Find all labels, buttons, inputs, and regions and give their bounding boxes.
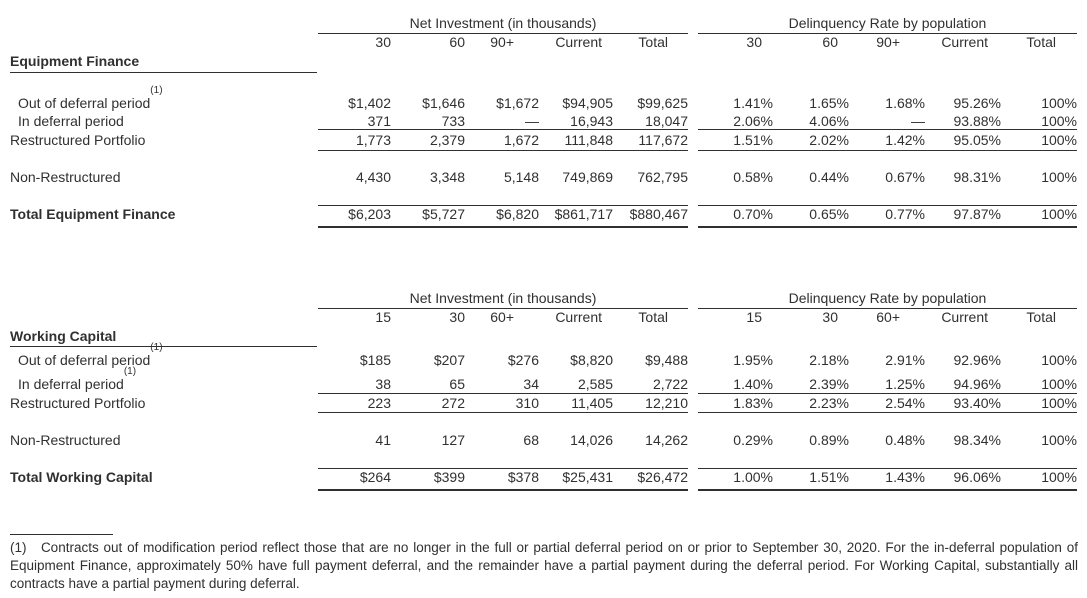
net-cell: $399 [433, 469, 465, 485]
row-label [10, 169, 310, 186]
restructured-rule-net [318, 150, 688, 151]
net-col-header-1: 30 [449, 309, 465, 325]
footnote-reference: (1) [150, 342, 163, 353]
rate-cell: 4.06% [809, 113, 849, 129]
restructured-rule-rate [698, 412, 1077, 413]
section-title-rule [10, 346, 317, 347]
rate-cell: 1.51% [809, 469, 849, 485]
rate-col-header-2: 90+ [876, 34, 900, 50]
section-title: Working Capital [10, 328, 117, 344]
rate-cell: 1.95% [733, 352, 773, 368]
net-cell: $1,402 [348, 95, 391, 111]
rate-cell: 100% [1041, 395, 1077, 411]
rate-cell: 1.00% [733, 469, 773, 485]
net-col-header-3: Current [555, 34, 602, 50]
rate-col-header-1: 60 [822, 34, 838, 50]
net-cell: 762,795 [637, 169, 688, 185]
net-cell: $861,717 [554, 206, 613, 222]
rate-cell: 1.83% [733, 395, 773, 411]
net-cell: 111,848 [564, 132, 613, 148]
footnote-marker: (1) [10, 540, 27, 555]
net-cell: $264 [359, 469, 391, 485]
rate-col-header-2: 60+ [876, 309, 900, 325]
net-col-header-4: Total [638, 34, 668, 50]
rate-cell: 97.87% [953, 206, 1001, 222]
row-label [10, 395, 310, 412]
rate-cell: 1.25% [885, 376, 925, 392]
rate-cell: 93.40% [953, 395, 1001, 411]
net-cell: 2,379 [429, 132, 465, 148]
row-label-text: In deferral period [18, 376, 124, 392]
net-cell: 310 [515, 395, 539, 411]
rate-cell: 2.39% [809, 376, 849, 392]
rate-col-header-0: 15 [746, 309, 762, 325]
net-cell: $9,488 [645, 352, 688, 368]
rate-cell: 100% [1041, 95, 1077, 111]
net-cell: $5,727 [422, 206, 465, 222]
rate-cell: 0.77% [885, 206, 925, 222]
net-col-header-2: 60+ [490, 309, 514, 325]
net-cell: $6,203 [348, 206, 391, 222]
row-label-text: Restructured Portfolio [10, 132, 146, 148]
rate-cell: 2.06% [733, 113, 773, 129]
subtotal-rule-net [318, 393, 688, 394]
rate-cell: 100% [1041, 206, 1077, 222]
rate-col-header-0: 30 [746, 34, 762, 50]
total-bottom-rule-net [318, 489, 688, 491]
restructured-rule-net [318, 412, 688, 413]
net-cell: 1,773 [355, 132, 391, 148]
rate-cell: 0.44% [809, 169, 849, 185]
rate-col-header-4: Total [1026, 34, 1056, 50]
net-cell: 272 [441, 395, 465, 411]
net-cell: $207 [433, 352, 465, 368]
net-cell: $99,625 [637, 95, 688, 111]
restructured-rule-rate [698, 150, 1077, 151]
footnote-reference: (1) [150, 85, 163, 96]
rate-cell: 0.58% [733, 169, 773, 185]
net-cell: 18,047 [645, 113, 688, 129]
rate-cell: 2.91% [885, 352, 925, 368]
net-cell: 14,026 [570, 432, 613, 448]
footnote-rule [10, 534, 113, 535]
rate-cell: 0.65% [809, 206, 849, 222]
net-cell: 371 [367, 113, 391, 129]
net-col-header-3: Current [555, 309, 602, 325]
rate-col-header-3: Current [941, 34, 988, 50]
rate-cell: 1.41% [733, 95, 773, 111]
rate-cell: 2.54% [885, 395, 925, 411]
net-cell: 14,262 [645, 432, 688, 448]
row-label [10, 132, 310, 149]
delinquency-group-header: Delinquency Rate by population [788, 290, 987, 306]
row-label-text: Total Working Capital [10, 469, 153, 485]
net-cell: 38 [375, 376, 391, 392]
net-cell: 4,430 [355, 169, 391, 185]
row-label [10, 206, 310, 223]
net-cell: 1,672 [503, 132, 539, 148]
net-cell: 68 [523, 432, 539, 448]
rate-col-header-4: Total [1026, 309, 1056, 325]
net-cell: $25,431 [562, 469, 613, 485]
subtotal-rule-rate [698, 129, 1077, 130]
net-col-header-1: 60 [449, 34, 465, 50]
net-cell: 223 [367, 395, 391, 411]
rate-cell: 100% [1041, 169, 1077, 185]
delinquency-group-header: Delinquency Rate by population [788, 15, 987, 31]
net-cell: 12,210 [645, 395, 688, 411]
footnote [10, 539, 1078, 593]
net-cell: $185 [359, 352, 391, 368]
row-label [18, 366, 318, 393]
section-title: Equipment Finance [10, 53, 140, 69]
section-title-rule [10, 72, 317, 73]
rate-cell: — [911, 113, 925, 129]
rate-cell: 0.70% [733, 206, 773, 222]
footnote-reference: (1) [123, 366, 137, 377]
rate-cell: 0.29% [733, 432, 773, 448]
net-cell: $6,820 [496, 206, 539, 222]
rate-cell: 100% [1041, 432, 1077, 448]
rate-cell: 92.96% [953, 352, 1001, 368]
total-bottom-rule-rate [698, 489, 1077, 491]
net-cell: $94,905 [562, 95, 613, 111]
row-label-text: In deferral period [18, 113, 124, 129]
net-cell: $378 [507, 469, 539, 485]
net-cell: 2,585 [577, 376, 613, 392]
row-label [10, 432, 310, 449]
net-cell: 11,405 [571, 395, 613, 411]
row-label [18, 342, 318, 369]
rate-cell: 1.43% [885, 469, 925, 485]
rate-col-header-1: 30 [822, 309, 838, 325]
rate-cell: 2.02% [809, 132, 849, 148]
total-top-rule-rate [698, 205, 1077, 206]
net-cell: 117,672 [638, 132, 688, 148]
net-col-header-2: 90+ [490, 34, 514, 50]
rate-cell: 93.88% [953, 113, 1001, 129]
rate-cell: 0.48% [885, 432, 925, 448]
rate-cell: 100% [1041, 352, 1077, 368]
net-investment-group-header: Net Investment (in thousands) [409, 15, 597, 31]
row-label-text: Total Equipment Finance [10, 206, 176, 222]
subtotal-rule-net [318, 129, 688, 130]
total-top-rule-net [318, 205, 688, 206]
net-cell: 34 [523, 376, 539, 392]
net-cell: $8,820 [570, 352, 613, 368]
rate-cell: 1.65% [809, 95, 849, 111]
rate-cell: 100% [1041, 469, 1077, 485]
net-cell: $880,467 [629, 206, 688, 222]
net-cell: $26,472 [637, 469, 688, 485]
net-cell: 3,348 [429, 169, 465, 185]
rate-cell: 95.26% [953, 95, 1001, 111]
total-top-rule-net [318, 468, 688, 469]
rate-cell: 0.67% [885, 169, 925, 185]
net-cell: 127 [441, 432, 465, 448]
net-cell: 41 [375, 432, 391, 448]
row-label-text: Restructured Portfolio [10, 395, 146, 411]
footnote-text: Contracts out of modification period reflect those that are no longer in the full or partial deferral period on or prior to September 30, 2020. For the in-deferral population of Equipment Finance, approximately 50% have full payment deferral, and the remainder have a partial payment during the deferral period. For Working Capital, substantially all contracts have a partial payment during deferral. [10, 540, 1078, 591]
rate-cell: 94.96% [953, 376, 1001, 392]
rate-cell: 96.06% [953, 469, 1001, 485]
row-label-text: Out of deferral period [18, 352, 151, 368]
rate-cell: 100% [1041, 376, 1077, 392]
net-cell: 733 [441, 113, 465, 129]
net-cell: 2,722 [652, 376, 688, 392]
net-investment-group-header: Net Investment (in thousands) [409, 290, 597, 306]
row-label [18, 85, 318, 112]
row-label-text: Non-Restructured [10, 432, 121, 448]
rate-cell: 95.05% [953, 132, 1001, 148]
rate-cell: 0.89% [809, 432, 849, 448]
rate-cell: 1.40% [733, 376, 773, 392]
net-col-header-4: Total [638, 309, 668, 325]
row-label-text: Non-Restructured [10, 169, 121, 185]
net-col-header-0: 30 [375, 34, 391, 50]
row-label [18, 113, 318, 130]
net-cell: $276 [507, 352, 539, 368]
rate-cell: 100% [1041, 113, 1077, 129]
net-col-header-0: 15 [375, 309, 391, 325]
net-cell: $1,672 [496, 95, 539, 111]
net-cell: $1,646 [422, 95, 465, 111]
rate-cell: 98.34% [953, 432, 1001, 448]
rate-col-header-3: Current [941, 309, 988, 325]
rate-cell: 2.18% [809, 352, 849, 368]
net-cell: — [525, 113, 539, 129]
rate-cell: 100% [1041, 132, 1077, 148]
rate-cell: 1.68% [885, 95, 925, 111]
net-cell: 749,869 [562, 169, 613, 185]
rate-cell: 98.31% [953, 169, 1001, 185]
net-cell: 5,148 [503, 169, 539, 185]
rate-cell: 1.51% [733, 132, 773, 148]
total-top-rule-rate [698, 468, 1077, 469]
subtotal-rule-rate [698, 393, 1077, 394]
row-label [10, 469, 310, 486]
total-bottom-rule-net [318, 226, 688, 228]
rate-cell: 2.23% [809, 395, 849, 411]
net-cell: 16,943 [570, 113, 613, 129]
rate-cell: 1.42% [885, 132, 925, 148]
net-cell: 65 [449, 376, 465, 392]
total-bottom-rule-rate [698, 226, 1077, 228]
row-label-text: Out of deferral period [18, 95, 151, 111]
